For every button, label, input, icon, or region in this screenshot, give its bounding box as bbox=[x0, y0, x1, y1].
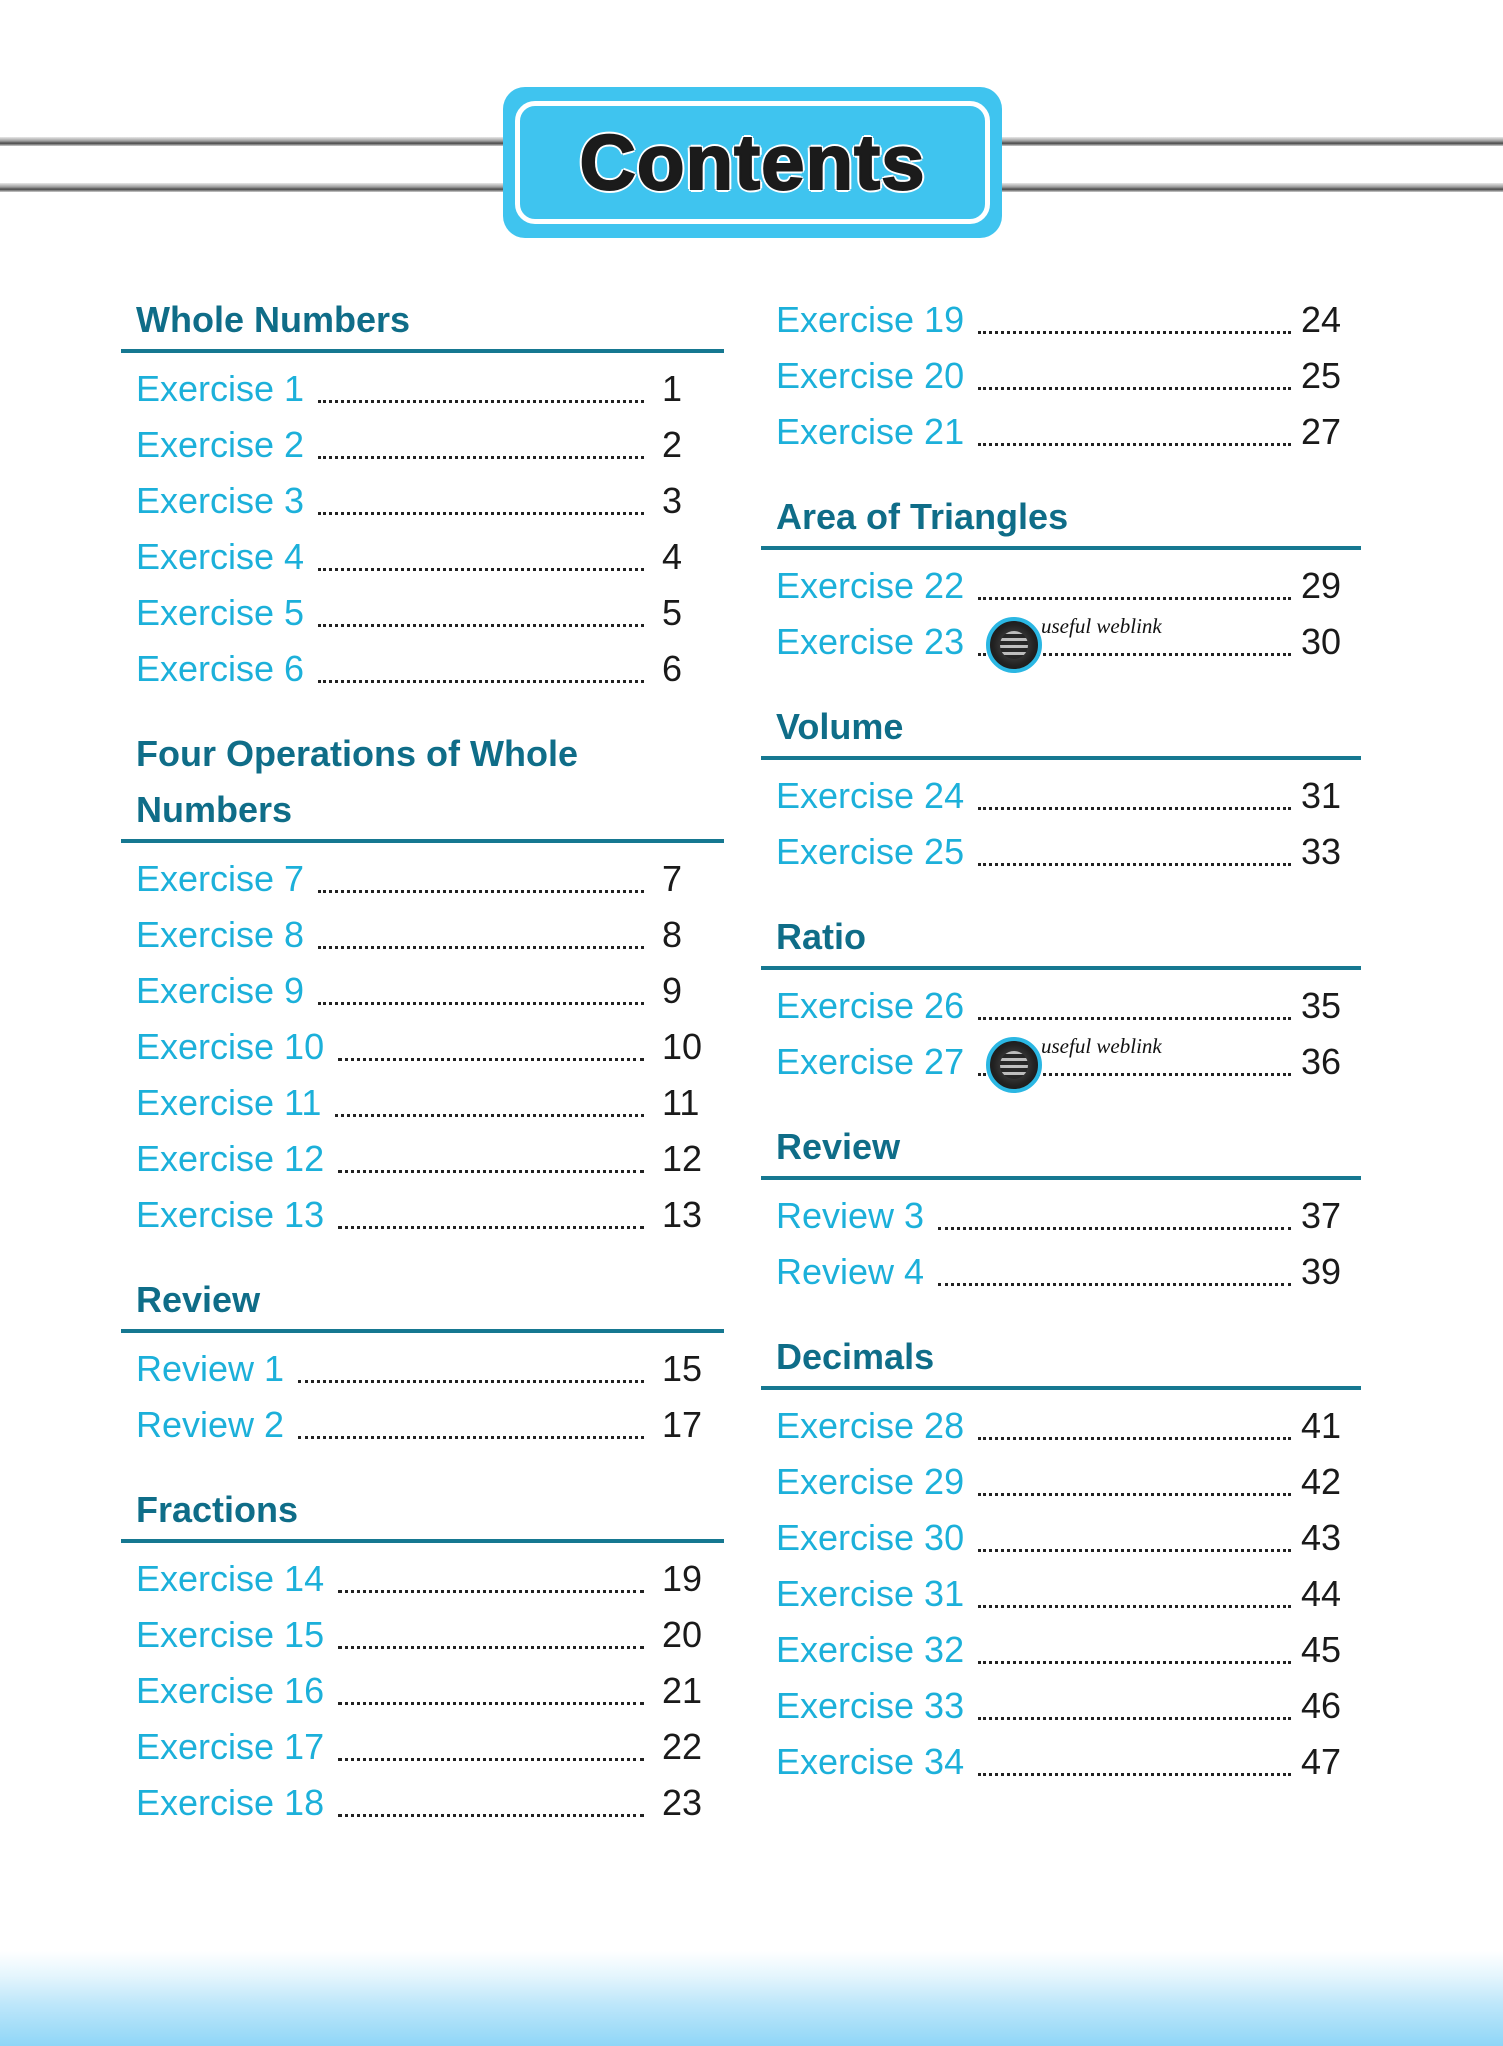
toc-entry-label[interactable]: Exercise 29 bbox=[776, 1461, 965, 1502]
toc-entry-page: 9 bbox=[662, 970, 683, 1011]
toc-entry-label[interactable]: Exercise 5 bbox=[136, 592, 305, 633]
toc-entry-label[interactable]: Exercise 10 bbox=[136, 1026, 325, 1067]
section-divider bbox=[121, 349, 724, 353]
section-divider bbox=[121, 1539, 724, 1543]
toc-entry-page: 13 bbox=[662, 1194, 703, 1235]
toc-section bbox=[121, 1272, 724, 1453]
toc-entry[interactable] bbox=[121, 585, 724, 641]
section-heading: Four Operations of Whole Numbers bbox=[136, 733, 578, 830]
dot-leader bbox=[318, 890, 644, 893]
toc-entry[interactable] bbox=[761, 558, 1361, 614]
toc-entry-page: 11 bbox=[662, 1082, 700, 1123]
toc-entry-label[interactable]: Review 1 bbox=[136, 1348, 285, 1389]
toc-entry[interactable] bbox=[761, 348, 1361, 404]
weblink-qr-icon[interactable] bbox=[986, 1037, 1042, 1093]
toc-entry-label[interactable]: Exercise 32 bbox=[776, 1629, 965, 1670]
dot-leader bbox=[318, 624, 644, 627]
toc-entry-page: 6 bbox=[662, 648, 683, 689]
toc-entry-label[interactable]: Exercise 14 bbox=[136, 1558, 325, 1599]
toc-entry[interactable] bbox=[121, 641, 724, 697]
toc-left-column bbox=[121, 292, 724, 1860]
dot-leader bbox=[338, 1758, 644, 1761]
toc-entry-label[interactable]: Exercise 31 bbox=[776, 1573, 965, 1614]
toc-section bbox=[121, 1482, 724, 1831]
toc-section bbox=[761, 1329, 1361, 1790]
toc-entry-label[interactable]: Exercise 2 bbox=[136, 424, 305, 465]
toc-entry[interactable] bbox=[761, 978, 1361, 1034]
toc-entry[interactable] bbox=[121, 1607, 724, 1663]
toc-entry[interactable] bbox=[761, 1188, 1361, 1244]
toc-entry-page: 36 bbox=[1301, 1041, 1342, 1082]
dot-leader bbox=[338, 1058, 644, 1061]
toc-entry-label[interactable]: Exercise 16 bbox=[136, 1670, 325, 1711]
toc-entry-label[interactable]: Exercise 13 bbox=[136, 1194, 325, 1235]
dot-leader bbox=[318, 1002, 644, 1005]
toc-entry[interactable] bbox=[761, 292, 1361, 348]
toc-entry-label[interactable]: Exercise 17 bbox=[136, 1726, 325, 1767]
dot-leader bbox=[978, 1437, 1291, 1440]
dot-leader bbox=[978, 597, 1291, 600]
section-heading: Fractions bbox=[136, 1489, 299, 1530]
toc-entry-label[interactable]: Exercise 30 bbox=[776, 1517, 965, 1558]
section-heading: Whole Numbers bbox=[136, 299, 411, 340]
section-divider bbox=[761, 1386, 1361, 1390]
dot-leader bbox=[338, 1814, 644, 1817]
dot-leader bbox=[335, 1114, 644, 1117]
toc-entry[interactable] bbox=[761, 1622, 1361, 1678]
toc-entry-label[interactable]: Exercise 34 bbox=[776, 1741, 965, 1782]
toc-entry-label[interactable]: Review 4 bbox=[776, 1251, 925, 1292]
toc-entry-label[interactable]: Exercise 7 bbox=[136, 858, 305, 899]
dot-leader bbox=[318, 456, 644, 459]
toc-entry[interactable] bbox=[761, 614, 1361, 670]
toc-entry-page: 21 bbox=[662, 1670, 703, 1711]
dot-leader bbox=[978, 1549, 1291, 1552]
toc-entry-label[interactable]: Exercise 23 bbox=[776, 621, 965, 662]
toc-entry-page: 10 bbox=[662, 1026, 703, 1067]
page-title: Contents bbox=[579, 118, 926, 206]
toc-entry-label[interactable]: Exercise 21 bbox=[776, 411, 965, 452]
toc-entry[interactable] bbox=[761, 1734, 1361, 1790]
toc-right-column bbox=[761, 292, 1361, 1819]
toc-entry[interactable] bbox=[121, 1775, 724, 1831]
toc-entry[interactable] bbox=[121, 473, 724, 529]
section-divider bbox=[761, 756, 1361, 760]
toc-entry-page: 22 bbox=[662, 1726, 703, 1767]
toc-entry-page: 43 bbox=[1301, 1517, 1342, 1558]
toc-entry-label[interactable]: Exercise 4 bbox=[136, 536, 305, 577]
dot-leader bbox=[938, 1283, 1291, 1286]
toc-entry[interactable] bbox=[121, 361, 724, 417]
toc-entry[interactable] bbox=[121, 1663, 724, 1719]
toc-entry[interactable] bbox=[121, 1187, 724, 1243]
toc-entry-page: 46 bbox=[1301, 1685, 1342, 1726]
toc-entry-label[interactable]: Exercise 15 bbox=[136, 1614, 325, 1655]
toc-entry-page: 1 bbox=[662, 368, 683, 409]
section-divider bbox=[121, 1329, 724, 1333]
dot-leader bbox=[318, 946, 644, 949]
toc-entry-label[interactable]: Exercise 20 bbox=[776, 355, 965, 396]
toc-entry-page: 7 bbox=[662, 858, 683, 899]
toc-entry[interactable] bbox=[761, 1244, 1361, 1300]
dot-leader bbox=[978, 863, 1291, 866]
toc-entry[interactable] bbox=[121, 1551, 724, 1607]
toc-entry-label[interactable]: Exercise 8 bbox=[136, 914, 305, 955]
toc-entry-page: 3 bbox=[662, 480, 683, 521]
toc-entry-page: 23 bbox=[662, 1782, 703, 1823]
title-banner-inner bbox=[515, 101, 990, 224]
toc-entry-page: 4 bbox=[662, 536, 683, 577]
dot-leader bbox=[318, 568, 644, 571]
toc-entry-page: 24 bbox=[1301, 299, 1342, 340]
dot-leader bbox=[318, 680, 644, 683]
section-divider bbox=[761, 966, 1361, 970]
toc-section bbox=[761, 489, 1361, 670]
dot-leader bbox=[338, 1590, 644, 1593]
toc-entry[interactable] bbox=[121, 1719, 724, 1775]
toc-entry-label[interactable]: Exercise 1 bbox=[136, 368, 305, 409]
toc-entry[interactable] bbox=[121, 417, 724, 473]
toc-entry-page: 45 bbox=[1301, 1629, 1342, 1670]
toc-entry-page: 44 bbox=[1301, 1573, 1342, 1614]
toc-entry-label[interactable]: Exercise 26 bbox=[776, 985, 965, 1026]
toc-entry[interactable] bbox=[121, 1075, 724, 1131]
section-heading: Ratio bbox=[776, 916, 866, 957]
dot-leader bbox=[978, 1661, 1291, 1664]
toc-entry-label[interactable]: Exercise 12 bbox=[136, 1138, 325, 1179]
dot-leader bbox=[978, 387, 1291, 390]
toc-entry-page: 31 bbox=[1301, 775, 1342, 816]
toc-entry-label[interactable]: Exercise 28 bbox=[776, 1405, 965, 1446]
section-heading: Decimals bbox=[776, 1336, 935, 1377]
toc-entry-label[interactable]: Exercise 18 bbox=[136, 1782, 325, 1823]
toc-entry[interactable] bbox=[121, 963, 724, 1019]
toc-entry[interactable] bbox=[761, 1398, 1361, 1454]
toc-entry-label[interactable]: Review 3 bbox=[776, 1195, 925, 1236]
toc-entry[interactable] bbox=[761, 404, 1361, 460]
toc-entry-page: 5 bbox=[662, 592, 683, 633]
weblink-label[interactable]: useful weblink bbox=[1041, 614, 1162, 638]
toc-entry-page: 12 bbox=[662, 1138, 703, 1179]
dot-leader bbox=[978, 1717, 1291, 1720]
section-divider bbox=[761, 1176, 1361, 1180]
toc-entry-page: 42 bbox=[1301, 1461, 1342, 1502]
toc-entry[interactable] bbox=[761, 1566, 1361, 1622]
toc-entry-page: 2 bbox=[662, 424, 683, 465]
dot-leader bbox=[338, 1646, 644, 1649]
toc-entry-label[interactable]: Review 2 bbox=[136, 1404, 285, 1445]
dot-leader bbox=[978, 1605, 1291, 1608]
dot-leader bbox=[298, 1436, 644, 1439]
toc-entry-label[interactable]: Exercise 24 bbox=[776, 775, 965, 816]
toc-entry-page: 15 bbox=[662, 1348, 703, 1389]
toc-entry[interactable] bbox=[761, 768, 1361, 824]
section-heading: Review bbox=[776, 1126, 901, 1167]
toc-entry-page: 33 bbox=[1301, 831, 1342, 872]
toc-entry-page: 47 bbox=[1301, 1741, 1342, 1782]
toc-section bbox=[761, 1119, 1361, 1300]
toc-entry[interactable] bbox=[761, 1034, 1361, 1090]
toc-entry-page: 39 bbox=[1301, 1251, 1342, 1292]
toc-section bbox=[761, 699, 1361, 880]
toc-entry-page: 29 bbox=[1301, 565, 1342, 606]
toc-entry-page: 25 bbox=[1301, 355, 1342, 396]
toc-entry-page: 20 bbox=[662, 1614, 703, 1655]
dot-leader bbox=[338, 1702, 644, 1705]
toc-entry[interactable] bbox=[761, 1678, 1361, 1734]
dot-leader bbox=[938, 1227, 1291, 1230]
toc-section bbox=[121, 726, 724, 1243]
toc-entry[interactable] bbox=[121, 1131, 724, 1187]
weblink-label[interactable]: useful weblink bbox=[1041, 1034, 1162, 1058]
toc-section bbox=[761, 909, 1361, 1090]
toc-entry[interactable] bbox=[761, 1510, 1361, 1566]
toc-entry-page: 17 bbox=[662, 1404, 703, 1445]
toc-entry-label[interactable]: Exercise 6 bbox=[136, 648, 305, 689]
toc-entry-page: 19 bbox=[662, 1558, 703, 1599]
toc-entry[interactable] bbox=[121, 1397, 724, 1453]
toc-entry-page: 27 bbox=[1301, 411, 1342, 452]
toc-entry-label[interactable]: Exercise 22 bbox=[776, 565, 965, 606]
toc-entry[interactable] bbox=[121, 529, 724, 585]
toc-entry-page: 37 bbox=[1301, 1195, 1342, 1236]
toc-entry-label[interactable]: Exercise 11 bbox=[136, 1082, 322, 1123]
dot-leader bbox=[978, 1017, 1291, 1020]
dot-leader bbox=[978, 807, 1291, 810]
toc-entry-label[interactable]: Exercise 25 bbox=[776, 831, 965, 872]
toc-entry[interactable] bbox=[761, 824, 1361, 880]
dot-leader bbox=[318, 400, 644, 403]
toc-entry[interactable] bbox=[121, 1341, 724, 1397]
toc-entry-page: 41 bbox=[1301, 1405, 1342, 1446]
dot-leader bbox=[978, 331, 1291, 334]
toc-entry-page: 8 bbox=[662, 914, 683, 955]
toc-entry-page: 35 bbox=[1301, 985, 1342, 1026]
toc-entry-page: 30 bbox=[1301, 621, 1342, 662]
section-heading: Area of Triangles bbox=[776, 496, 1069, 537]
toc-entry-label[interactable]: Exercise 19 bbox=[776, 299, 965, 340]
dot-leader bbox=[338, 1170, 644, 1173]
section-divider bbox=[121, 839, 724, 843]
dot-leader bbox=[978, 1493, 1291, 1496]
toc-entry[interactable] bbox=[121, 1019, 724, 1075]
toc-entry-label[interactable]: Exercise 3 bbox=[136, 480, 305, 521]
toc-entry[interactable] bbox=[761, 1454, 1361, 1510]
section-heading: Review bbox=[136, 1279, 261, 1320]
dot-leader bbox=[318, 512, 644, 515]
dot-leader bbox=[298, 1380, 644, 1383]
toc-section bbox=[121, 292, 724, 697]
weblink-qr-icon[interactable] bbox=[986, 617, 1042, 673]
dot-leader bbox=[338, 1226, 644, 1229]
title-banner bbox=[503, 87, 1002, 238]
footer-gradient-band bbox=[0, 1951, 1503, 2046]
section-divider bbox=[761, 546, 1361, 550]
toc-entry-label[interactable]: Exercise 33 bbox=[776, 1685, 965, 1726]
section-heading: Volume bbox=[776, 706, 904, 747]
dot-leader bbox=[978, 1773, 1291, 1776]
dot-leader bbox=[978, 443, 1291, 446]
toc-entry[interactable] bbox=[121, 851, 724, 907]
toc-section bbox=[761, 292, 1361, 460]
toc-entry-label[interactable]: Exercise 27 bbox=[776, 1041, 965, 1082]
toc-entry-label[interactable]: Exercise 9 bbox=[136, 970, 305, 1011]
toc-entry[interactable] bbox=[121, 907, 724, 963]
